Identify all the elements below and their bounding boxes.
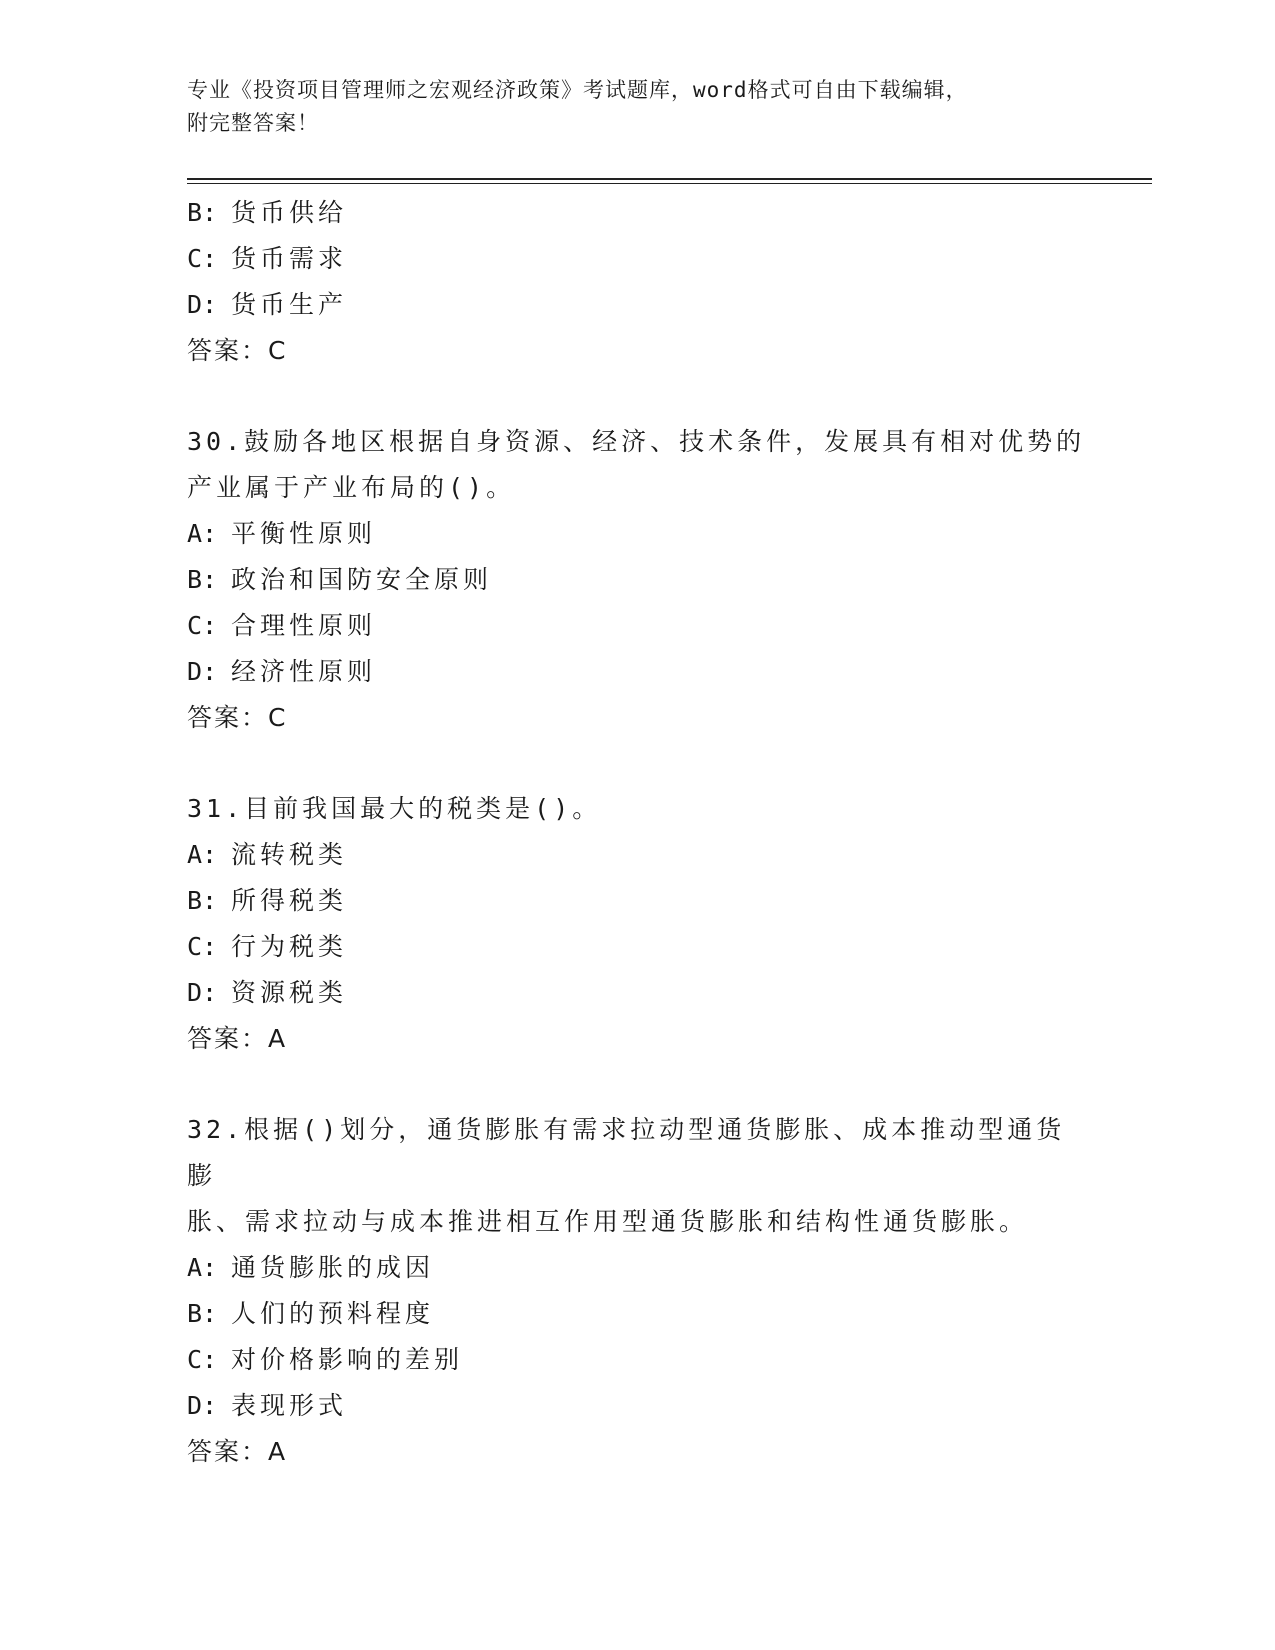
option-text: 通货膨胀的成因 <box>231 1253 435 1282</box>
document-header <box>187 74 1087 140</box>
option-label: A: <box>187 1253 218 1282</box>
answer-line: 答案：A <box>187 1024 288 1053</box>
option-label: D: <box>187 978 218 1007</box>
option-label: D: <box>187 290 218 319</box>
option-label: B: <box>187 198 218 227</box>
option-text: 行为税类 <box>231 932 348 961</box>
option-text: 资源税类 <box>231 978 348 1007</box>
option-text: 合理性原则 <box>231 611 377 640</box>
option-label: C: <box>187 932 218 961</box>
header-line-2: 附完整答案！ <box>187 111 319 135</box>
answer-line: 答案：C <box>187 703 288 732</box>
option-label: A: <box>187 519 218 548</box>
option-text: 人们的预料程度 <box>231 1299 435 1328</box>
option-label: D: <box>187 1391 218 1420</box>
option-label: C: <box>187 244 218 273</box>
header-rule-thick <box>187 178 1152 180</box>
option-c <box>187 1337 1087 1383</box>
option-c <box>187 603 1087 649</box>
option-text: 货币供给 <box>231 198 348 227</box>
question-32 <box>187 1107 1087 1475</box>
option-text: 流转税类 <box>231 840 348 869</box>
option-c <box>187 924 1087 970</box>
option-text: 表现形式 <box>231 1391 348 1420</box>
question-stem-line-2: 胀、需求拉动与成本推进相互作用型通货膨胀和结构性通货膨胀。 <box>187 1207 1029 1236</box>
option-a <box>187 832 1087 878</box>
option-label: B: <box>187 1299 218 1328</box>
question-stem-line-1: 31.目前我国最大的税类是()。 <box>187 794 602 823</box>
option-label: B: <box>187 886 218 915</box>
option-d <box>187 1383 1087 1429</box>
question-30 <box>187 419 1087 741</box>
option-text: 对价格影响的差别 <box>231 1345 464 1374</box>
option-b <box>187 878 1087 924</box>
answer-line: 答案：C <box>187 336 288 365</box>
option-d <box>187 282 1087 328</box>
option-text: 平衡性原则 <box>231 519 377 548</box>
option-label: B: <box>187 565 218 594</box>
question-31 <box>187 786 1087 1062</box>
option-text: 经济性原则 <box>231 657 377 686</box>
option-b <box>187 1291 1087 1337</box>
option-text: 货币生产 <box>231 290 348 319</box>
option-b <box>187 557 1087 603</box>
option-label: D: <box>187 657 218 686</box>
option-label: A: <box>187 840 218 869</box>
option-text: 政治和国防安全原则 <box>231 565 493 594</box>
option-label: C: <box>187 1345 218 1374</box>
question-stem-line-2: 产业属于产业布局的()。 <box>187 473 516 502</box>
option-a <box>187 1245 1087 1291</box>
option-label: C: <box>187 611 218 640</box>
header-line-1: 专业《投资项目管理师之宏观经济政策》考试题库，word格式可自由下载编辑， <box>187 78 968 102</box>
question-list <box>187 190 1087 1475</box>
option-d <box>187 970 1087 1016</box>
option-text: 货币需求 <box>231 244 348 273</box>
option-c <box>187 236 1087 282</box>
question-29-partial <box>187 190 1087 374</box>
option-a <box>187 511 1087 557</box>
answer-line: 答案：A <box>187 1437 288 1466</box>
option-text: 所得税类 <box>231 886 348 915</box>
option-d <box>187 649 1087 695</box>
question-stem-line-1: 32.根据()划分，通货膨胀有需求拉动型通货膨胀、成本推动型通货膨 <box>187 1115 1066 1190</box>
header-rule-thin <box>187 183 1152 184</box>
option-b <box>187 190 1087 236</box>
question-stem-line-1: 30.鼓励各地区根据自身资源、经济、技术条件，发展具有相对优势的 <box>187 427 1086 456</box>
